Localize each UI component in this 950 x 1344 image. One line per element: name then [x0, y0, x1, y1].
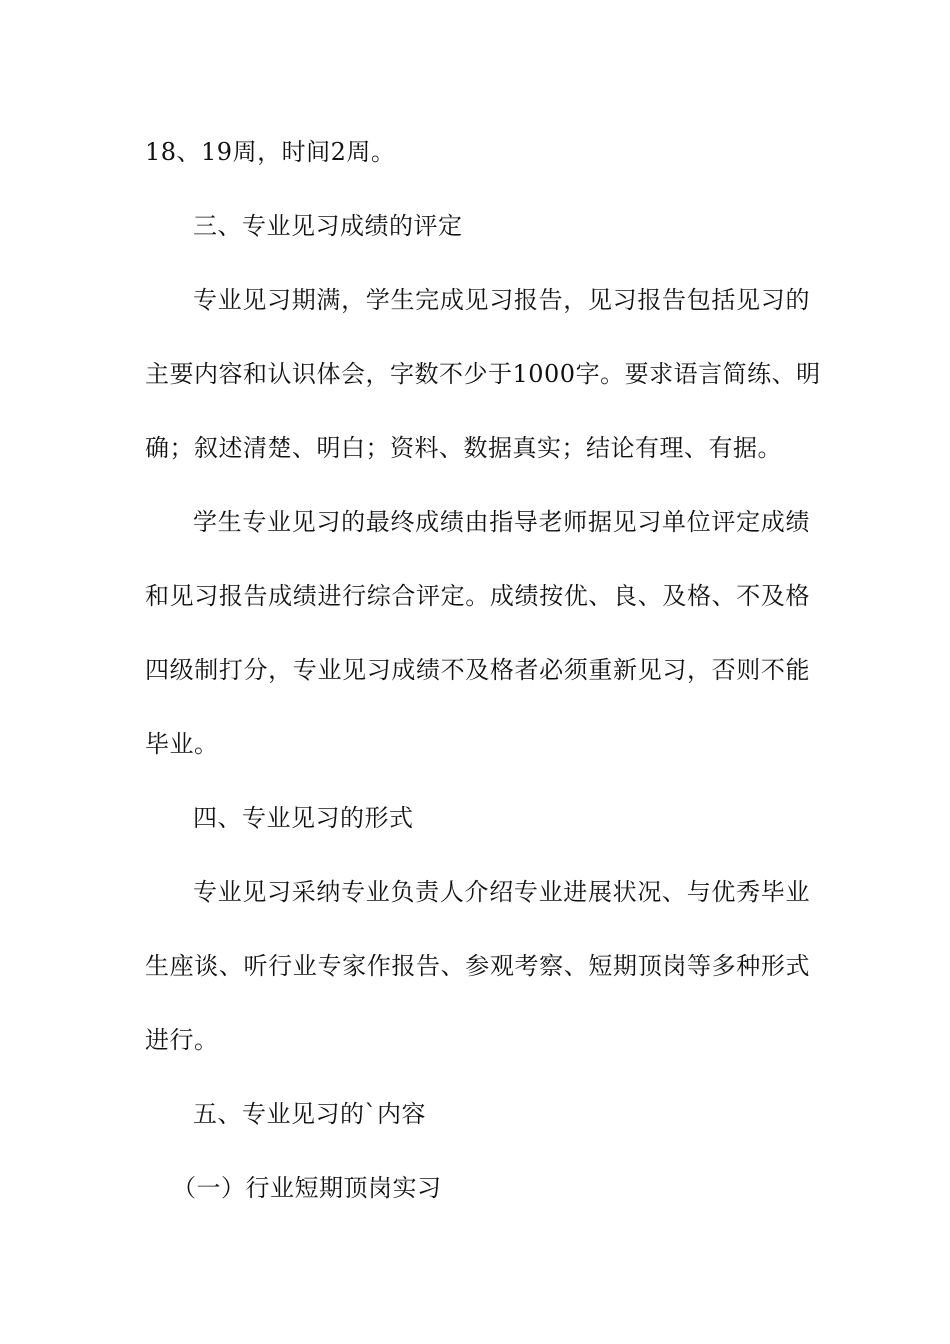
- section-heading-4: 四、专业见习的形式: [193, 804, 414, 832]
- paragraph-line: 确；叙述清楚、明白；资料、数据真实；结论有理、有据。: [145, 434, 782, 462]
- text-line-continuation: 18、19周，时间2周。: [145, 138, 396, 166]
- paragraph-line: 生座谈、听行业专家作报告、参观考察、短期顶岗等多种形式: [145, 952, 810, 980]
- paragraph-line: 毕业。: [145, 730, 219, 758]
- section-heading-3: 三、专业见习成绩的评定: [193, 212, 463, 240]
- paragraph-line: 和见习报告成绩进行综合评定。成绩按优、良、及格、不及格: [145, 582, 810, 610]
- paragraph-line: 专业见习期满，学生完成见习报告，见习报告包括见习的: [193, 286, 810, 314]
- paragraph-line: 进行。: [145, 1026, 219, 1054]
- section-heading-5: 五、专业见习的`内容: [193, 1100, 426, 1128]
- paragraph-line: 专业见习采纳专业负责人介绍专业进展状况、与优秀毕业: [193, 878, 810, 906]
- paragraph-line: 主要内容和认识体会，字数不少于1000字。要求语言简练、明: [145, 360, 821, 388]
- subsection-heading-1: （一）行业短期顶岗实习: [172, 1174, 442, 1202]
- paragraph-line: 四级制打分，专业见习成绩不及格者必须重新见习，否则不能: [145, 656, 810, 684]
- paragraph-line: 学生专业见习的最终成绩由指导老师据见习单位评定成绩: [193, 508, 810, 536]
